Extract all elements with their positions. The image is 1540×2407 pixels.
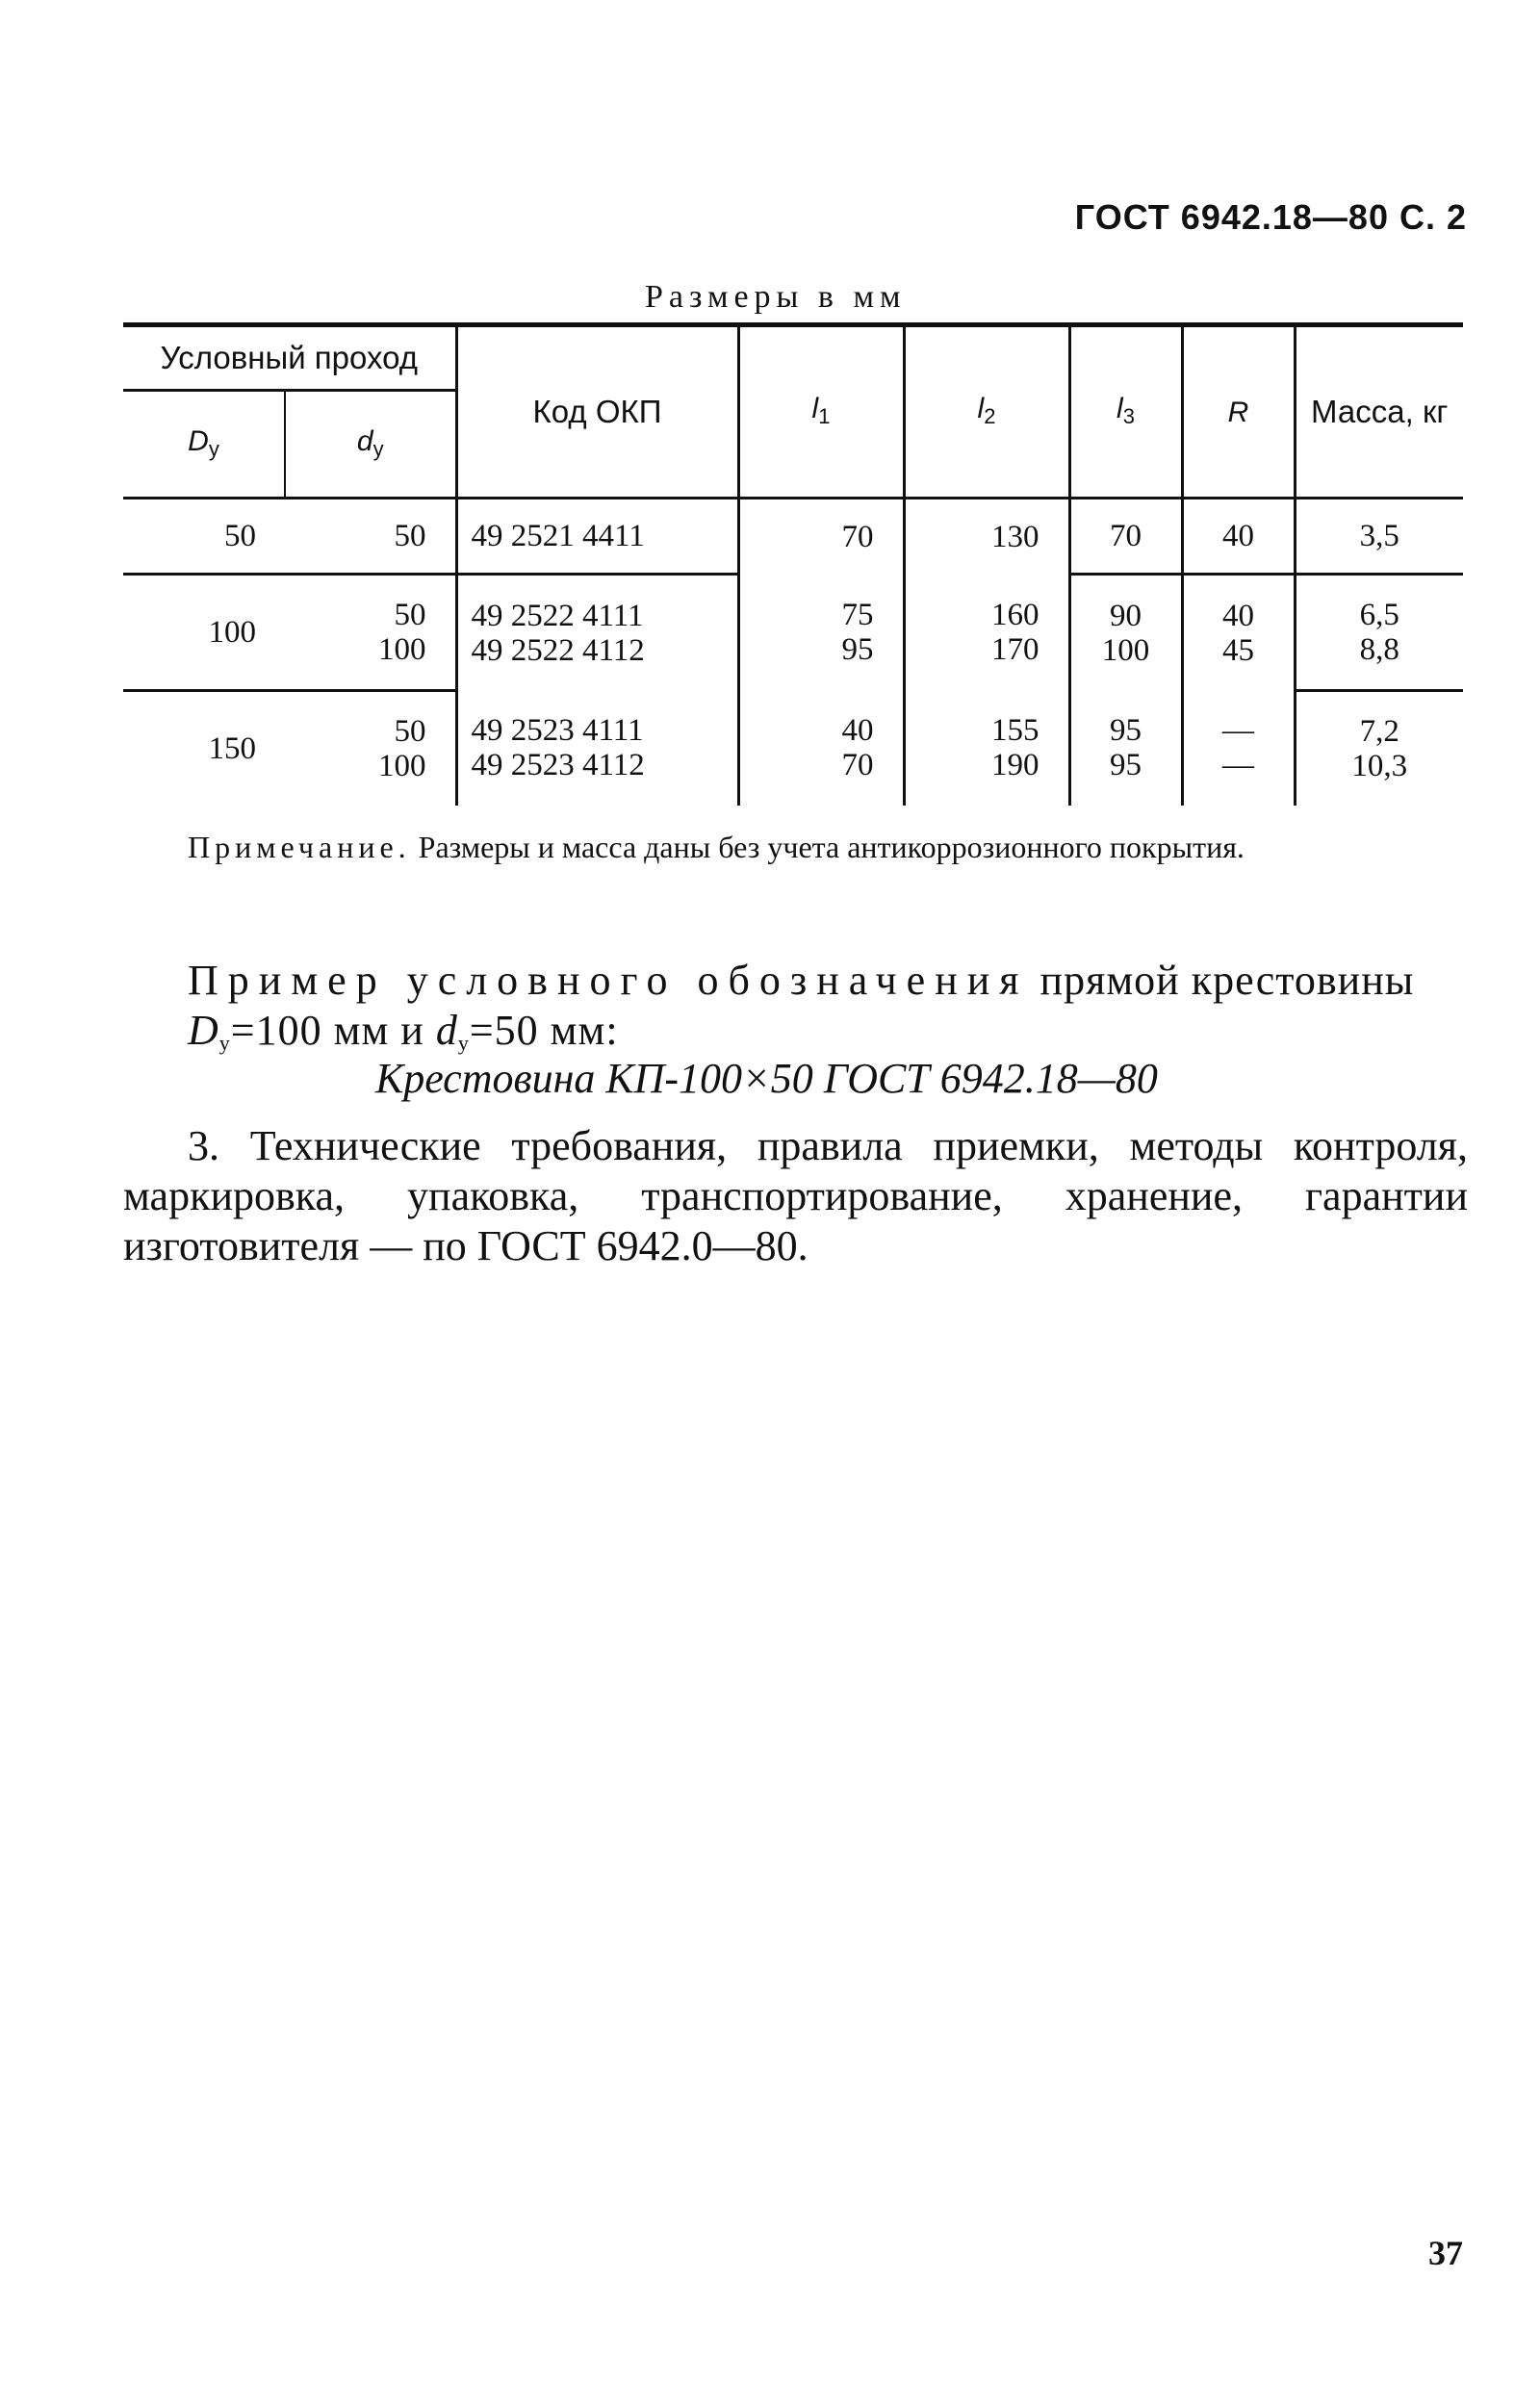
- header-l2: $l_2$: [904, 325, 1069, 499]
- cell-l2: 130: [904, 499, 1069, 575]
- cell-r: — —: [1182, 691, 1295, 807]
- page-number: 37: [1428, 2234, 1463, 2272]
- cell-r: 40: [1182, 499, 1295, 575]
- cell-l1: 40 70: [738, 691, 904, 807]
- cell-mass: 3,5: [1295, 499, 1463, 575]
- note-label: Примечание.: [188, 830, 411, 864]
- cell-code: 49 2521 4411: [456, 499, 738, 575]
- header-l3: $l_3$: [1069, 325, 1182, 499]
- cell-r: 40 45: [1182, 575, 1295, 691]
- cell-d: 50 100: [378, 714, 426, 783]
- dimensions-table: [123, 322, 1463, 806]
- header-r: R: [1182, 325, 1295, 499]
- table-note: [188, 828, 1463, 866]
- cell-l1: 70: [738, 499, 904, 575]
- cell-mass: 6,5 8,8: [1295, 575, 1463, 691]
- document-header: ГОСТ 6942.18—80 С. 2: [1074, 197, 1467, 237]
- cell-l3: 95 95: [1069, 691, 1182, 807]
- table-row: [123, 575, 1463, 691]
- cell-D: 150: [208, 731, 256, 766]
- cell-l1: 75 95: [738, 575, 904, 691]
- note-text: Размеры и масса даны без учета антикоррозионного покрытия.: [418, 830, 1245, 864]
- cell-l3: 90 100: [1069, 575, 1182, 691]
- cell-D: 100: [123, 575, 285, 691]
- requirements-paragraph: 3. Технические требования, правила приемки, методы контроля, маркировка, упаковка, транспортирование, хранение, гарантии изготовителя — по ГОСТ 6942.0—80.: [123, 1122, 1468, 1269]
- header-dy-branch: $d_у$: [285, 391, 456, 499]
- cell-mass: 7,2 10,3: [1295, 691, 1463, 807]
- table-row: [123, 499, 1463, 575]
- cell-code: 49 2522 4111 49 2522 4112: [456, 575, 738, 691]
- table-row: [123, 691, 1463, 807]
- cell-D: 50: [123, 499, 285, 575]
- header-dy-outer: $D_у$: [123, 391, 285, 499]
- cell-d: 50: [285, 499, 456, 575]
- cell-code: 49 2523 4111 49 2523 4112: [456, 691, 738, 807]
- header-mass: Масса, кг: [1295, 325, 1463, 499]
- designation-example: Пример условного обозначения прямой крестовины $D_у=100$ мм и $d_у=50$ мм:: [188, 957, 1415, 1055]
- table-caption: Размеры в мм: [645, 279, 907, 315]
- header-nominal-bore: Условный проход: [123, 325, 456, 391]
- cell-l3: 70: [1069, 499, 1182, 575]
- cell-d: 50 100: [285, 575, 456, 691]
- designation-line: Крестовина КП-100×50 ГОСТ 6942.18—80: [375, 1055, 1158, 1102]
- cell-l2: 155 190: [904, 691, 1069, 807]
- header-okp-code: Код ОКП: [456, 325, 738, 499]
- cell-l2: 160 170: [904, 575, 1069, 691]
- header-l1: $l_1$: [738, 325, 904, 499]
